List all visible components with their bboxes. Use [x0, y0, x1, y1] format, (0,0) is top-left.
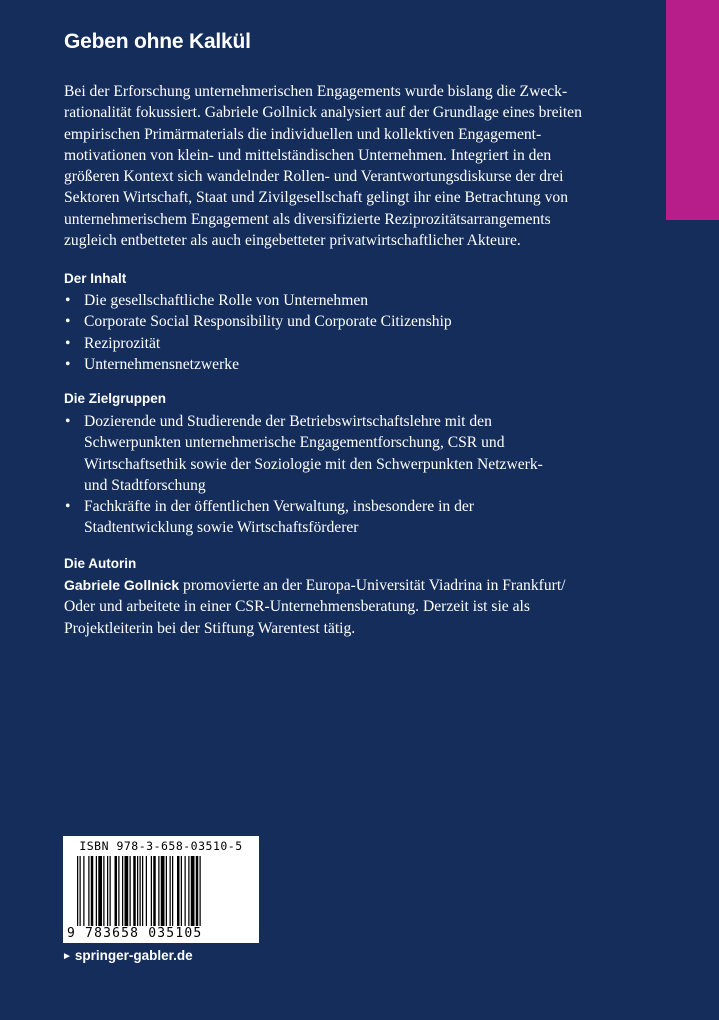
zielgruppen-list — [64, 411, 630, 539]
section-heading-inhalt: Der Inhalt — [64, 271, 127, 286]
barcode-bar — [122, 856, 123, 926]
barcode-bar — [196, 856, 199, 926]
bullet-icon: • — [65, 413, 71, 430]
barcode-bar — [200, 856, 201, 926]
intro-line: empirischen Primärmaterials die individuellen und kollektiven Engagement- — [64, 125, 542, 143]
intro-line: motivationen von klein- und mittelständischen Unternehmen. Integriert in den — [64, 146, 552, 164]
barcode-bar — [107, 856, 108, 926]
barcode-bar — [191, 856, 195, 926]
bullet-icon: • — [65, 313, 71, 331]
book-title: Geben ohne Kalkül — [64, 30, 251, 53]
list-item: • Die gesellschaftliche Rolle von Unternehmen — [64, 290, 630, 311]
barcode-bars — [77, 856, 247, 926]
barcode-bar — [177, 856, 180, 926]
list-item: • Reziprozität — [64, 333, 630, 354]
barcode-bar — [158, 856, 159, 926]
barcode-bar — [146, 856, 147, 926]
intro-line: zugleich entbetteter als auch eingebetteter privatwirtschaftlicher Akteure. — [64, 232, 521, 250]
isbn-barcode — [63, 836, 259, 943]
barcode-bar — [125, 856, 129, 926]
list-item: • Dozierende und Studierende der Betriebswirtschaftslehre mit den Schwerpunkten unternehmerische Engagementforschung, CSR und Wirtschaftsethik sowie der Soziologie mit den Schwerpunkten Netzwerk- und Stadtforschung — [65, 413, 543, 494]
inhalt-list — [64, 290, 630, 375]
intro-line: Sektoren Wirtschaft, Staat und Zivilgesellschaft gelingt ihr eine Betrachtung von — [64, 189, 569, 207]
barcode-bar — [170, 856, 171, 926]
barcode-bar — [161, 856, 165, 926]
barcode-bar — [181, 856, 182, 926]
barcode-bar — [96, 856, 97, 926]
barcode-bar — [137, 856, 138, 926]
barcode-bar — [103, 856, 104, 926]
list-item: • Unternehmensnetzwerke — [64, 354, 630, 375]
barcode-bar — [80, 856, 81, 926]
accent-bar — [666, 0, 719, 220]
intro-line: größeren Kontext sich wandelnder Rollen- und Verantwortungsdiskurse der drei — [64, 168, 564, 186]
barcode-bar — [98, 856, 102, 926]
barcode-bar — [91, 856, 94, 926]
bullet-icon: • — [65, 498, 71, 516]
barcode-bar — [140, 856, 141, 926]
section-heading-zielgruppen: Die Zielgruppen — [64, 391, 167, 406]
barcode-bar — [142, 856, 143, 926]
barcode-bar — [188, 856, 189, 926]
barcode-bar — [88, 856, 89, 926]
barcode-bar — [133, 856, 136, 926]
intro-paragraph — [64, 81, 630, 251]
barcode-bar — [172, 856, 173, 926]
barcode-bar — [115, 856, 118, 926]
barcode-digits: 9 783658 035105 — [67, 926, 203, 941]
barcode-bar — [130, 856, 131, 926]
intro-line: unternehmerischem Engagement als diversifizierte Reziprozitätsarrangements — [64, 210, 551, 228]
barcode-bar — [110, 856, 111, 926]
barcode-bar — [118, 856, 119, 926]
bullet-icon: • — [65, 292, 71, 309]
barcode-bar — [77, 856, 78, 926]
author-name: Gabriele Gollnick — [64, 577, 180, 593]
author-paragraph: Gabriele Gollnick promovierte an der Europa-Universität Viadrina in Frankfurt/ Oder und arbeitete in einer CSR-Unternehmensberatung. Derzeit ist sie als Projektleiterin bei der Stiftung Warentest tätig. — [64, 577, 566, 637]
barcode-bar — [151, 856, 152, 926]
arrow-right-icon: ► — [62, 951, 72, 962]
bullet-icon: • — [65, 355, 71, 373]
bullet-icon: • — [65, 334, 71, 352]
list-item: • Fachkräfte in der öffentlichen Verwaltung, insbesondere in der Stadtentwicklung sowie Wirtschaftsförderer — [65, 498, 475, 537]
section-heading-autorin: Die Autorin — [64, 556, 137, 571]
isbn-label: ISBN 978-3-658-03510-5 — [79, 839, 243, 853]
website-link[interactable]: ► springer-gabler.de — [62, 948, 193, 963]
barcode-bar — [185, 856, 186, 926]
list-item: • Corporate Social Responsibility und Corporate Citizenship — [64, 311, 630, 332]
intro-line: Bei der Erforschung unternehmerischen Engagements wurde bislang die Zweck- — [64, 83, 568, 100]
barcode-bar — [153, 856, 156, 926]
barcode-bar — [83, 856, 84, 926]
barcode-bar — [166, 856, 167, 926]
intro-line: rationalität fokussiert. Gabriele Gollnick analysiert auf der Grundlage eines breiten — [64, 104, 582, 122]
